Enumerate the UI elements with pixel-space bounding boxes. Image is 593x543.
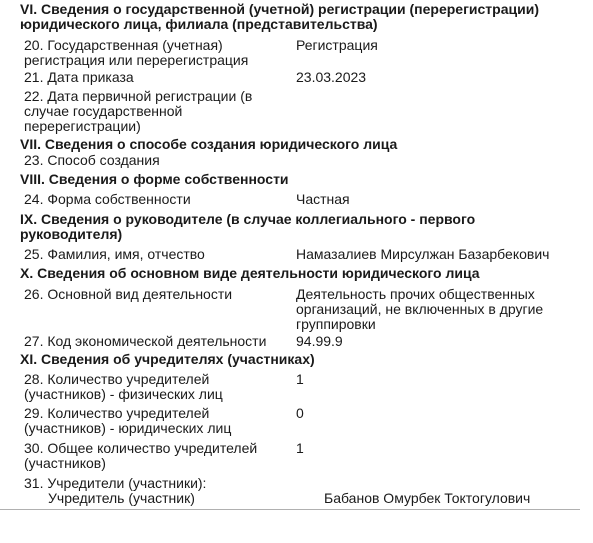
field-28-value: 1 [296,371,304,387]
field-30-value: 1 [296,440,304,456]
section-vi-heading: VI. Сведения о государственной (учетной) регистрации (перерегистрации) юридического лица, филиала (представительства) [20,1,539,32]
field-24-label: 24. Форма собственности [24,191,191,207]
founder-label: Учредитель (участник) [48,490,195,506]
field-29-value: 0 [296,405,304,421]
field-23-label: 23. Способ создания [24,152,160,168]
section-ix-heading: IX. Сведения о руководителе (в случае коллегиального - первого руководителя) [20,211,476,242]
field-21-value: 23.03.2023 [296,69,367,85]
founder-row [0,490,580,510]
field-22-label: 22. Дата первичной регистрации (в случае государственной перерегистрации) [24,88,253,134]
field-29-label: 29. Количество учредителей (участников) - юридических лиц [24,405,232,436]
section-x-heading: X. Сведения об основном виде деятельности юридического лица [20,265,480,281]
field-27-value: 94.99.9 [296,333,343,349]
founder-name: Бабанов Омурбек Токтогулович [324,490,531,506]
field-26-label: 26. Основной вид деятельности [24,286,233,302]
field-24-value: Частная [296,191,350,207]
field-27-label: 27. Код экономической деятельности [24,333,267,349]
section-vii-heading: VII. Сведения о способе создания юридического лица [20,136,398,152]
section-xi-heading: XI. Сведения об учредителях (участниках) [20,351,315,367]
field-20-value: Регистрация [296,37,378,53]
field-21-label: 21. Дата приказа [24,69,134,85]
field-25-label: 25. Фамилия, имя, отчество [24,246,205,262]
field-28-label: 28. Количество учредителей (участников) - физических лиц [24,371,223,402]
field-20-label: 20. Государственная (учетная) регистрация или перерегистрация [24,37,249,68]
field-30-label: 30. Общее количество учредителей (участников) [24,440,258,471]
section-viii-heading: VIII. Сведения о форме собственности [20,171,289,187]
field-25-value: Намазалиев Мирсулжан Базарбекович [296,246,550,262]
field-26-value: Деятельность прочих общественных организаций, не включенных в другие группировки [296,286,544,332]
field-31-label: 31. Учредители (участники): [24,475,207,491]
